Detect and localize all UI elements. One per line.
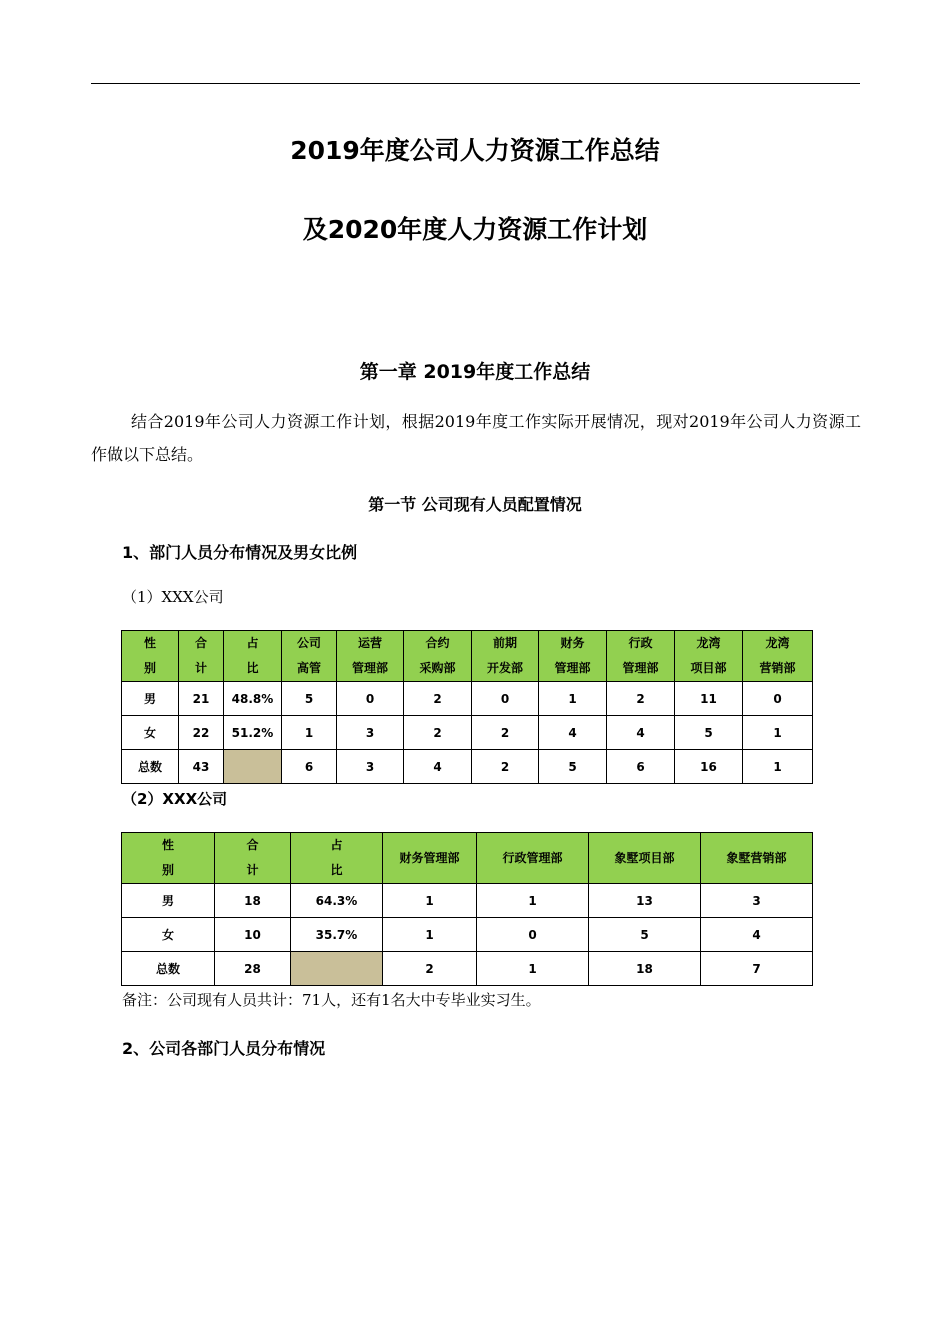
company1-label: （1）XXX公司 bbox=[122, 588, 224, 606]
table-cell: 6 bbox=[282, 750, 337, 784]
table-cell: 5 bbox=[589, 918, 701, 952]
header-cell: 象墅项目部 bbox=[589, 833, 701, 884]
table-cell: 35.7% bbox=[291, 918, 383, 952]
table-row bbox=[122, 952, 813, 986]
table-cell: 男 bbox=[122, 884, 215, 918]
table-cell: 1 bbox=[539, 682, 607, 716]
table-cell: 18 bbox=[215, 884, 291, 918]
table-cell: 5 bbox=[539, 750, 607, 784]
header-cell: 性 别 bbox=[122, 631, 179, 682]
table-cell: 2 bbox=[607, 682, 675, 716]
header-cell: 公司 高管 bbox=[282, 631, 337, 682]
table-row bbox=[122, 716, 813, 750]
table-cell: 3 bbox=[337, 750, 404, 784]
header-cell: 占 比 bbox=[224, 631, 282, 682]
table-cell: 4 bbox=[404, 750, 472, 784]
table-cell: 女 bbox=[122, 918, 215, 952]
table-cell: 10 bbox=[215, 918, 291, 952]
header-cell: 财务 管理部 bbox=[539, 631, 607, 682]
header-cell: 行政 管理部 bbox=[607, 631, 675, 682]
company2-staff-table bbox=[121, 832, 813, 986]
document-title-line2: 及2020年度人力资源工作计划 bbox=[302, 215, 648, 244]
table-cell: 4 bbox=[701, 918, 813, 952]
table-cell: 1 bbox=[477, 952, 589, 986]
table-cell bbox=[291, 952, 383, 986]
company1-staff-table bbox=[121, 630, 813, 784]
table-cell: 6 bbox=[607, 750, 675, 784]
table-cell: 13 bbox=[589, 884, 701, 918]
table-header-row bbox=[122, 833, 813, 884]
intro-paragraph: 结合2019年公司人力资源工作计划，根据2019年度工作实际开展情况，现对2019年公司人力资源工作做以下总结。 bbox=[91, 412, 861, 464]
table-cell: 2 bbox=[472, 750, 539, 784]
table-cell: 2 bbox=[472, 716, 539, 750]
table-cell: 16 bbox=[675, 750, 743, 784]
header-cell: 行政管理部 bbox=[477, 833, 589, 884]
table-cell: 1 bbox=[282, 716, 337, 750]
header-cell: 合约 采购部 bbox=[404, 631, 472, 682]
header-cell: 性 别 bbox=[122, 833, 215, 884]
table-cell: 7 bbox=[701, 952, 813, 986]
table-cell: 4 bbox=[607, 716, 675, 750]
company2-label: （2）XXX公司 bbox=[122, 790, 228, 808]
table-cell: 总数 bbox=[122, 750, 179, 784]
header-cell: 合 计 bbox=[179, 631, 224, 682]
header-cell: 前期 开发部 bbox=[472, 631, 539, 682]
document-title-line1: 2019年度公司人力资源工作总结 bbox=[290, 136, 660, 165]
header-rule bbox=[91, 83, 860, 84]
table-cell: 0 bbox=[477, 918, 589, 952]
table-cell: 1 bbox=[477, 884, 589, 918]
chapter-title: 第一章 2019年度工作总结 bbox=[359, 361, 591, 383]
table-row bbox=[122, 884, 813, 918]
table-cell: 64.3% bbox=[291, 884, 383, 918]
table-cell: 1 bbox=[743, 750, 813, 784]
table-cell: 0 bbox=[743, 682, 813, 716]
table-row bbox=[122, 682, 813, 716]
table-cell: 43 bbox=[179, 750, 224, 784]
table-cell: 22 bbox=[179, 716, 224, 750]
heading-department-personnel: 2、公司各部门人员分布情况 bbox=[122, 1039, 326, 1058]
table-cell: 28 bbox=[215, 952, 291, 986]
table-row bbox=[122, 750, 813, 784]
heading-department-distribution: 1、部门人员分布情况及男女比例 bbox=[122, 543, 358, 562]
header-cell: 象墅营销部 bbox=[701, 833, 813, 884]
table-header-row bbox=[122, 631, 813, 682]
table-cell: 2 bbox=[404, 716, 472, 750]
table-row bbox=[122, 918, 813, 952]
table-cell: 总数 bbox=[122, 952, 215, 986]
table-cell: 5 bbox=[675, 716, 743, 750]
table-cell: 48.8% bbox=[224, 682, 282, 716]
table-cell: 0 bbox=[472, 682, 539, 716]
table-cell: 1 bbox=[383, 918, 477, 952]
staff-note: 备注：公司现有人员共计：71人，还有1名大中专毕业实习生。 bbox=[122, 991, 541, 1009]
table-cell: 18 bbox=[589, 952, 701, 986]
header-cell: 龙湾 营销部 bbox=[743, 631, 813, 682]
table-cell: 男 bbox=[122, 682, 179, 716]
table-cell: 11 bbox=[675, 682, 743, 716]
header-cell: 运营 管理部 bbox=[337, 631, 404, 682]
table-cell: 3 bbox=[337, 716, 404, 750]
table-cell: 女 bbox=[122, 716, 179, 750]
table-cell: 51.2% bbox=[224, 716, 282, 750]
header-cell: 合 计 bbox=[215, 833, 291, 884]
header-cell: 龙湾 项目部 bbox=[675, 631, 743, 682]
header-cell: 财务管理部 bbox=[383, 833, 477, 884]
table-cell: 5 bbox=[282, 682, 337, 716]
table-cell: 2 bbox=[383, 952, 477, 986]
table-cell: 4 bbox=[539, 716, 607, 750]
section-title: 第一节 公司现有人员配置情况 bbox=[368, 495, 582, 514]
table-cell: 0 bbox=[337, 682, 404, 716]
header-cell: 占 比 bbox=[291, 833, 383, 884]
table-cell: 3 bbox=[701, 884, 813, 918]
table-cell: 21 bbox=[179, 682, 224, 716]
table-cell bbox=[224, 750, 282, 784]
table-cell: 1 bbox=[743, 716, 813, 750]
table-cell: 2 bbox=[404, 682, 472, 716]
table-cell: 1 bbox=[383, 884, 477, 918]
